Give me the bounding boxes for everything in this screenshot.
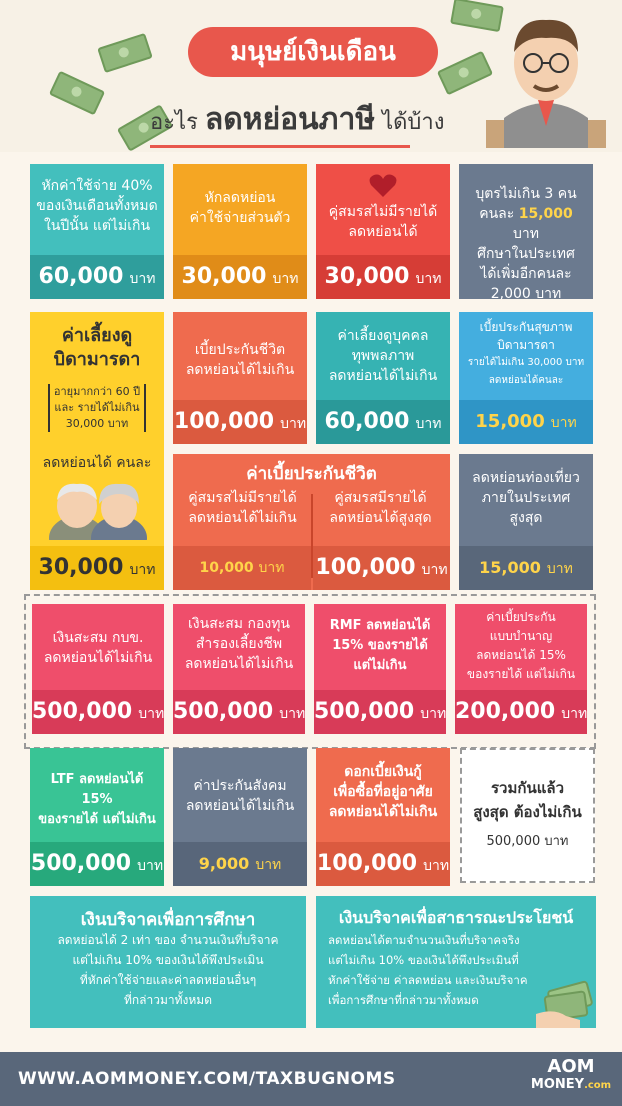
note-text: และ รายได้ไม่เกิน [54, 401, 140, 414]
amount-value: 60,000 [38, 264, 124, 289]
card-child-allowance [459, 164, 593, 299]
header [0, 0, 622, 152]
card-parent-care [30, 312, 164, 590]
note-text: อายุมากกว่า 60 ปี [53, 385, 141, 398]
card-amount [30, 255, 164, 299]
card-title: ค่าเบี้ยประกันชีวิต [246, 464, 377, 484]
card-disabled-care [316, 312, 450, 444]
card-text: เงินสะสม กองทุน [188, 616, 290, 632]
card-text: ลดหย่อนได้ไม่เกิน [328, 368, 438, 384]
card-text: RMF ลดหย่อนได้ [329, 618, 431, 633]
card-text: รายได้ไม่เกิน 30,000 บาท [467, 357, 585, 368]
card-amount [173, 400, 307, 444]
card-text: ลดหย่อนได้ตามจำนวนเงินที่บริจาคจริง [328, 933, 520, 947]
card-amount [173, 690, 305, 734]
card-text: แต่ไม่เกิน 10% ของเงินได้พึงประเมินที่ [328, 953, 519, 967]
amount-value: 200,000 [455, 699, 556, 724]
amount-value: 60,000 [324, 409, 410, 434]
card-domestic-travel [459, 454, 593, 590]
highlight-amount: 15,000 [518, 206, 573, 222]
money-hand-icon [536, 978, 596, 1028]
amount-value: 500,000 [32, 699, 133, 724]
card-title: เงินบริจาคเพื่อการศึกษา [80, 910, 256, 930]
card-title: บิดามารดา [53, 349, 141, 370]
card-text: ของเงินเดือนทั้งหมด [36, 198, 158, 214]
amount-unit: บาท [415, 416, 442, 432]
amount-unit: บาท [129, 562, 156, 578]
total-text: สูงสุด ต้องไม่เกิน [473, 803, 582, 821]
card-text: 15% ของรายได้ [332, 638, 428, 653]
card-text: ลดหย่อนท่องเที่ยว [472, 470, 580, 486]
brand-logo [530, 1057, 612, 1094]
card-text: แต่ไม่เกิน [353, 658, 407, 673]
amount-unit: บาท [423, 858, 450, 874]
card-spouse-allowance [316, 164, 450, 299]
amount-unit: บาท [129, 271, 156, 287]
card-amount [316, 400, 450, 444]
card-text: ลดหย่อนได้ คนละ [42, 455, 152, 471]
amount-unit: บาท [421, 562, 448, 578]
card-text: ลดหย่อนได้ไม่เกิน [185, 362, 295, 378]
card-text: ลดหย่อนได้ [348, 224, 418, 240]
amount-value: 30,000 [181, 264, 267, 289]
card-text: เพื่อซื้อที่อยู่อาศัย [333, 784, 433, 800]
card-text: ค่าใช้จ่ายส่วนตัว [189, 210, 291, 226]
card-text: หักค่าใช้จ่าย ค่าลดหย่อน และเงินบริจาค [328, 973, 528, 987]
amount-value: 10,000 [199, 560, 254, 576]
money-bill-icon [49, 71, 105, 116]
card-text: คู่สมรสไม่มีรายได้ [188, 490, 297, 506]
card-gpf [32, 604, 164, 734]
card-text: ลดหย่อนได้คนละ [488, 375, 564, 386]
amount-unit: บาท [280, 416, 307, 432]
amount-value: 30,000 [324, 264, 410, 289]
logo-bottom [530, 1077, 612, 1094]
card-text: ของรายได้ แต่ไม่เกิน [466, 667, 576, 681]
amount-value: 500,000 [30, 851, 132, 876]
card-text: 2,000 บาท [490, 286, 562, 299]
card-text: เบี้ยประกันชีวิต [194, 342, 286, 358]
amount-unit: บาท [255, 857, 282, 873]
card-text: ค่าเลี้ยงดูบุคคล [337, 328, 429, 344]
card-text: หักค่าใช้จ่าย 40% [41, 178, 153, 194]
card-amount [314, 690, 446, 734]
card-mortgage-interest [316, 748, 450, 886]
card-text: ทุพพลภาพ [351, 348, 415, 364]
amount-unit: บาท [561, 706, 587, 722]
card-text: ลดหย่อนได้ไม่เกิน [328, 804, 438, 820]
card-text: LTF ลดหย่อนได้ 15% [50, 772, 144, 807]
card-text: เงินสะสม กบข. [52, 630, 144, 646]
card-text: ศึกษาในประเทศ [477, 246, 575, 262]
card-text: ลดหย่อนได้ไม่เกิน [188, 510, 297, 526]
card-text: คู่สมรสมีรายได้ [334, 490, 427, 506]
amount-unit: บาท [258, 560, 285, 576]
card-text: ลดหย่อนได้ไม่เกิน [185, 798, 295, 814]
subtitle-post: ได้บ้าง [382, 110, 445, 135]
subtitle-emphasis: ลดหย่อนภาษี [204, 102, 376, 137]
card-expense-deduction [30, 164, 164, 299]
total-text: รวมกันแล้ว [491, 779, 564, 797]
card-text [465, 204, 587, 244]
card-amount-right [313, 546, 450, 590]
card-education-donation [30, 896, 306, 1028]
note-text: 30,000 บาท [65, 417, 129, 430]
card-text: ค่าเบี้ยประกัน [486, 610, 556, 624]
card-text: ที่กล่าวมาทั้งหมด [123, 993, 213, 1007]
card-text: ลดหย่อนได้สูงสุด [329, 510, 432, 526]
office-worker-illustration [486, 8, 606, 148]
amount-unit: บาท [420, 706, 446, 722]
amount-value: 100,000 [173, 409, 275, 434]
card-text: ได้เพิ่มอีกคนละ [480, 266, 572, 282]
card-text: เบี้ยประกันสุขภาพ [479, 320, 573, 334]
subtitle-underline [150, 145, 410, 148]
card-text: คู่สมรสไม่มีรายได้ [328, 204, 438, 220]
amount-value: 100,000 [315, 555, 416, 580]
subtitle-pre: อะไร [150, 110, 198, 135]
card-text: แบบบำนาญ [489, 629, 553, 643]
card-public-benefit-donation [316, 896, 596, 1028]
card-text: ค่าประกันสังคม [193, 778, 287, 794]
card-life-insurance [173, 312, 307, 444]
card-text: บิดามารดา [497, 338, 555, 352]
card-pension-insurance [455, 604, 587, 734]
card-title: ค่าเลี้ยงดู [61, 325, 133, 346]
card-amount [316, 255, 450, 299]
page-subtitle [150, 96, 470, 148]
tax-deduction-grid [0, 152, 622, 1052]
card-text: สำรองเลี้ยงชีพ [195, 636, 283, 652]
card-title: เงินบริจาคเพื่อสาธารณะประโยชน์ [338, 908, 574, 927]
card-text: ลดหย่อนได้ไม่เกิน [43, 650, 153, 666]
card-text: ลดหย่อนได้ไม่เกิน [184, 656, 294, 672]
heart-icon [369, 174, 397, 198]
card-text: ของรายได้ แต่ไม่เกิน [38, 812, 156, 827]
amount-value: 15,000 [479, 558, 541, 577]
card-ltf [30, 748, 164, 886]
logo-word: MONEY [530, 1077, 585, 1092]
card-text: บุตรไม่เกิน 3 คน [475, 186, 577, 202]
money-bill-icon [437, 51, 493, 96]
card-text: เพื่อการศึกษาที่กล่าวมาทั้งหมด [328, 993, 479, 1007]
card-amount [32, 690, 164, 734]
card-amount [173, 255, 307, 299]
card-amount [30, 546, 164, 590]
amount-unit: บาท [272, 271, 299, 287]
card-amount [459, 546, 593, 590]
card-provident-fund [173, 604, 305, 734]
card-amount [173, 842, 307, 886]
card-parent-health-insurance [459, 312, 593, 444]
card-text-part: บาท [513, 226, 539, 242]
amount-unit: บาท [138, 706, 164, 722]
amount-value: 30,000 [38, 555, 124, 580]
card-text: แต่ไม่เกิน 10% ของเงินได้พึงประเมิน [72, 953, 264, 967]
card-social-security [173, 748, 307, 886]
amount-value: 500,000 [173, 699, 274, 724]
page-title: มนุษย์เงินเดือน [188, 27, 438, 77]
amount-unit: บาท [137, 858, 164, 874]
total-max-box [460, 748, 595, 883]
amount-value: 9,000 [198, 854, 250, 873]
card-spouse-life-insurance [173, 454, 450, 590]
amount-value: 15,000 [475, 411, 545, 432]
card-text: ลดหย่อนได้ 2 เท่า ของ จำนวนเงินที่บริจาค [57, 933, 279, 947]
card-amount [455, 690, 587, 734]
card-text: สูงสุด [509, 510, 543, 526]
amount-unit: บาท [550, 415, 577, 431]
card-note [48, 384, 146, 432]
card-text: หักลดหย่อน [204, 190, 276, 206]
card-text: ที่หักค่าใช้จ่ายและค่าลดหย่อนอื่นๆ [79, 973, 257, 987]
elderly-couple-illustration [37, 478, 157, 540]
card-rmf [314, 604, 446, 734]
amount-value: 500,000 [314, 699, 415, 724]
card-amount-left [173, 546, 311, 590]
footer-url[interactable]: WWW.AOMMONEY.COM/TAXBUGNOMS [18, 1069, 396, 1089]
card-text-part: คนละ [479, 206, 519, 222]
card-text: ภายในประเทศ [481, 490, 571, 506]
card-text: ดอกเบี้ยเงินกู้ [344, 764, 422, 780]
money-bill-icon [97, 33, 153, 73]
logo-top: AOM [547, 1056, 595, 1077]
card-text: ลดหย่อนได้ 15% [476, 648, 566, 662]
footer [0, 1052, 622, 1106]
amount-unit: บาท [546, 561, 573, 577]
amount-unit: บาท [415, 271, 442, 287]
card-amount [459, 400, 593, 444]
card-amount [30, 842, 164, 886]
card-personal-allowance [173, 164, 307, 299]
card-amount [316, 842, 450, 886]
logo-tld: .com [584, 1080, 612, 1091]
card-text: ในปีนั้น แต่ไม่เกิน [43, 218, 151, 234]
amount-value: 100,000 [316, 851, 418, 876]
amount-unit: บาท [279, 706, 305, 722]
total-amount: 500,000 บาท [486, 834, 569, 849]
